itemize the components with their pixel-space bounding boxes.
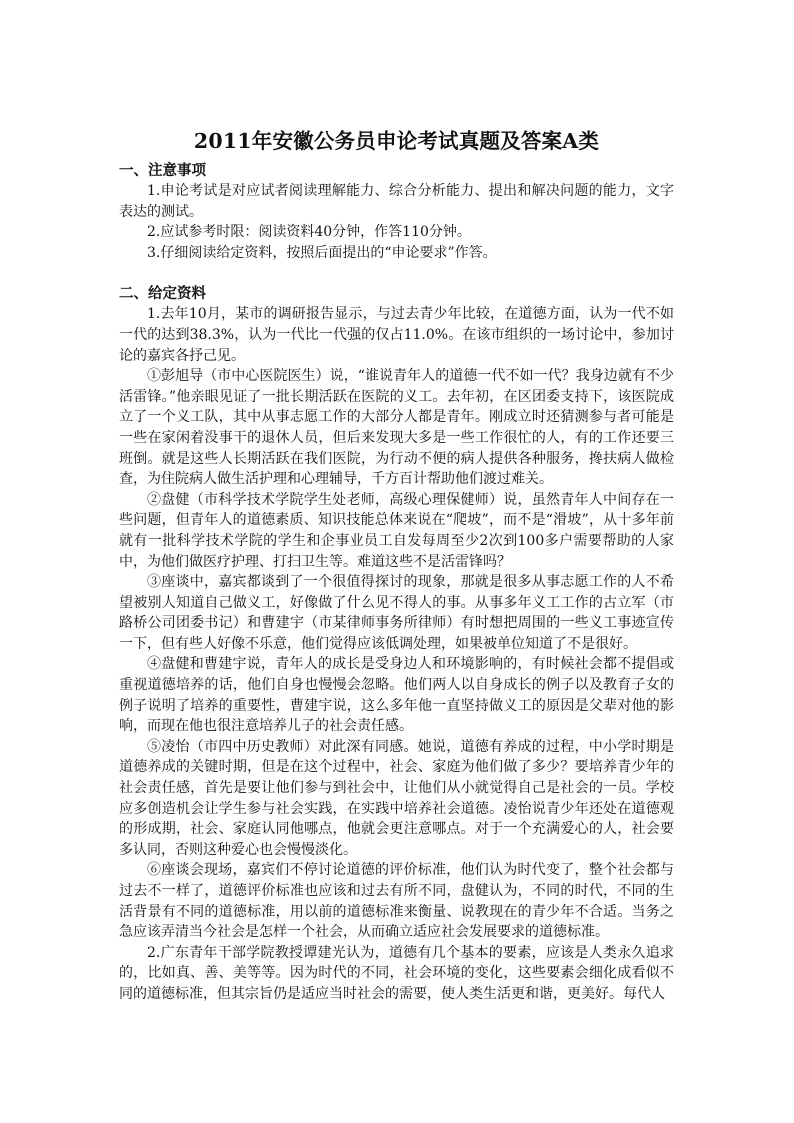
section-spacer (119, 263, 674, 283)
material-paragraph: 2.广东青年干部学院教授谭建光认为，道德有几个基本的要素，应该是人类永久追求的，比如真、善、美等等。因为时代的不同，社会环境的变化，这些要素会细化成看似不同的道德标准，但其宗旨仍是适应当时社会的需要，使人类生活更和谐，更美好。每代人 (119, 944, 674, 1002)
material-paragraph: 1.去年10月，某市的调研报告显示，与过去青少年比较，在道德方面，认为一代不如一代的达到38.3%，认为一代比一代强的仅占11.0%。在该市组织的一场讨论中，参加讨论的嘉宾各抒己见。 (119, 306, 674, 364)
section-heading-notice: 一、注意事项 (119, 162, 206, 179)
material-paragraph: ①彭旭导（市中心医院医生）说，“谁说青年人的道德一代不如一代？我身边就有不少活雷锋。”他亲眼见证了一批长期活跃在医院的义工。去年初，在区团委支持下，该医院成立了一个义工队，其中从事志愿工作的大部分人都是青年。刚成立时还猜测参与者可能是一些在家闲着没事干的退休人员，但后来发现大多是一些工作很忙的人，有的工作还要三班倒。就是这些人长期活跃在我们医院，为行动不便的病人提供各种服务，搀扶病人做检查，为住院病人做生活护理和心理辅导，千方百计帮助他们渡过难关。 (119, 368, 674, 488)
section-heading-materials: 二、给定资料 (119, 285, 206, 303)
section-notice (119, 160, 674, 263)
material-paragraph: ③座谈中，嘉宾都谈到了一个很值得探讨的现象，那就是很多从事志愿工作的人不希望被别人知道自己做义工，好像做了什么见不得人的事。从事多年义工工作的古立军（市路桥公司团委书记）和曹建宇（市某律师事务所律师）有时想把周围的一些义工事迹宣传一下，但有些人好像不乐意，他们觉得应该低调处理，如果被单位知道了不是很好。 (119, 574, 674, 652)
material-paragraph: ④盘健和曹建宇说，青年人的成长是受身边人和环境影响的，有时候社会都不提倡或重视道德培养的话，他们自身也慢慢会忽略。他们两人以自身成长的例子以及教育子女的例子说明了培养的重要性，曹建宇说，这么多年他一直坚持做义工的原因是父辈对他的影响，而现在他也很注意培养儿子的社会责任感。 (119, 656, 674, 735)
material-paragraph: ⑥座谈会现场，嘉宾们不停讨论道德的评价标准，他们认为时代变了，整个社会都与过去不一样了，道德评价标准也应该和过去有所不同，盘健认为，不同的时代，不同的生活背景有不同的道德标准，用以前的道德标准来衡量、说教现在的青少年不合适。当务之急应该弄清当今社会是怎样一个社会，从而确立适应社会发展要求的道德标准。 (119, 862, 674, 941)
notice-paragraph: 2.应试参考时限：阅读资料40分钟，作答110分钟。 (147, 224, 471, 241)
notice-paragraph: 3.仔细阅读给定资料，按照后面提出的“申论要求”作答。 (147, 244, 497, 261)
notice-paragraph: 1.申论考试是对应试者阅读理解能力、综合分析能力、提出和解决问题的能力，文字表达的测试。 (119, 183, 674, 220)
section-materials (119, 283, 674, 1004)
material-paragraph: ⑤凌怡（市四中历史教师）对此深有同感。她说，道德有养成的过程，中小学时期是道德养成的关键时期，但是在这个过程中，社会、家庭为他们做了多少？要培养青少年的社会责任感，首先是要让他们参与到社会中，让他们从小就觉得自己是社会的一员。学校应多创造机会让学生参与社会实践，在实践中培养社会道德。凌怡说青少年还处在道德观的形成期，社会、家庭认同他哪点，他就会更注意哪点。对于一个充满爱心的人，社会要多认同，否则这种爱心也会慢慢淡化。 (119, 738, 674, 858)
document-title: 2011年安徽公务员申论考试真题及答案A类 (193, 129, 600, 153)
material-paragraph: ②盘健（市科学技术学院学生处老师，高级心理保健师）说，虽然青年人中间存在一些问题，但青年人的道德素质、知识技能总体来说在“爬坡”，而不是“滑坡”，从十多年前就有一批科学技术学院的学生和企事业员工自发每周至少2次到100多户需要帮助的人家中，为他们做医疗护理、打扫卫生等。难道这些不是活雷锋吗？ (119, 491, 674, 570)
